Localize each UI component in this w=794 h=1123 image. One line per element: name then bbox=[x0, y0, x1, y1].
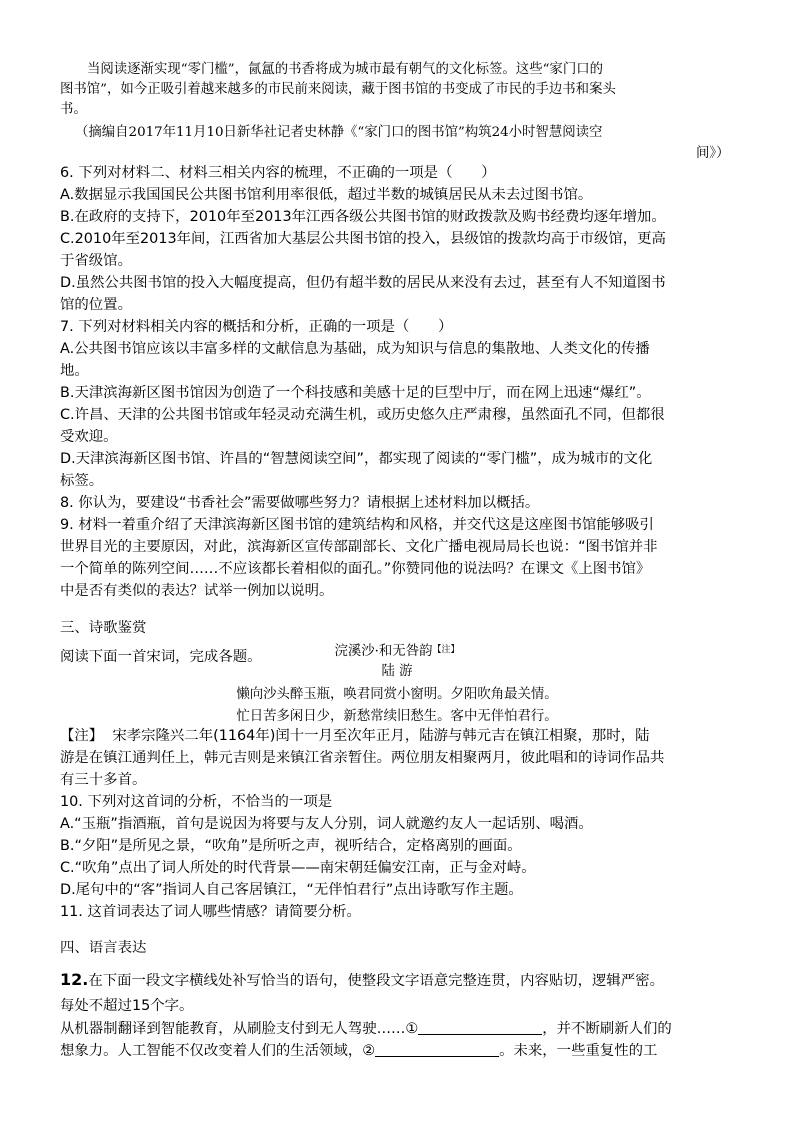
poem-note bbox=[60, 726, 649, 746]
question-number: 12. bbox=[60, 970, 89, 989]
option-a: 地。 bbox=[60, 363, 89, 379]
paragraph-text: 想象力。人工智能不仅改变着人们的生活领域，② bbox=[60, 1043, 376, 1059]
question-9-stem: 9. 材料一着重介绍了天津滨海新区图书馆的建筑结构和风格，并交代这是这座图书馆能够吸引 bbox=[60, 517, 654, 533]
option-d: 馆的位置。 bbox=[60, 297, 132, 313]
question-12-text: 在下面一段文字横线处补写恰当的语句，使整段文字语意完整连贯，内容贴切，逻辑严密。 bbox=[88, 973, 664, 989]
poem-note: 有三十多首。 bbox=[60, 772, 147, 788]
question-10-stem: 10. 下列对这首词的分析，不恰当的一项是 bbox=[60, 794, 333, 810]
question-6-stem: 6. 下列对材料二、材料三相关内容的梳理，不正确的一项是（ ） bbox=[60, 165, 496, 181]
question-9-stem: 世界目光的主要原因，对此，滨海新区宣传部副部长、文化广播电视局局长也说：“图书馆并非 bbox=[60, 539, 658, 555]
option-c: C.“吹角”点出了词人所处的时代背景——南宋朝廷偏安江南，正与金对峙。 bbox=[60, 860, 536, 876]
passage-line: 书。 bbox=[60, 102, 87, 117]
poem-line: 忙日苦多闲日少，新愁常续旧愁生。客中无伴怕君行。 bbox=[236, 709, 558, 724]
option-a: A.“玉瓶”指酒瓶，首句是说因为将要与友人分别，词人就邀约友人一起话别、喝酒。 bbox=[60, 816, 593, 832]
note-label: 【注】 bbox=[60, 728, 104, 744]
passage-line: 图书馆”，如今正吸引着越来越多的市民前来阅读，藏于图书馆的书变成了市民的手边书和案头 bbox=[60, 82, 616, 97]
option-c: 于省级馆。 bbox=[60, 253, 132, 269]
option-c: C.许昌、天津的公共图书馆或年轻灵动充满生机，或历史悠久庄严肃穆，虽然面孔不同，但都很 bbox=[60, 407, 665, 423]
paragraph-text: ，并不断刷新人们的 bbox=[542, 1021, 672, 1037]
poem-title bbox=[0, 640, 794, 662]
note-text: 宋孝宗隆兴二年(1164年)闰十一月至次年正月，陆游与韩元吉在镇江相聚，那时，陆 bbox=[112, 728, 650, 744]
option-a: A.数据显示我国国民公共图书馆利用率很低，超过半数的城镇居民从未去过图书馆。 bbox=[60, 187, 593, 203]
option-d: D.尾句中的“客”指词人自己客居镇江，“无伴怕君行”点出诗歌写作主题。 bbox=[60, 882, 523, 898]
poem-title-text: 浣溪沙·和无咎韵 bbox=[334, 644, 433, 659]
poem-title-note: 【注】 bbox=[432, 645, 460, 655]
option-d: 标签。 bbox=[60, 473, 104, 489]
question-8-stem: 8. 你认为，要建设“书香社会”需要做哪些努力？请根据上述材料加以概括。 bbox=[60, 495, 540, 511]
question-12-stem bbox=[60, 970, 664, 991]
question-12-limit: 每处不超过15个字。 bbox=[60, 998, 194, 1014]
question-9-stem: 中是否有类似的表达？试举一例加以说明。 bbox=[60, 583, 334, 599]
paragraph-text: 从机器制翻译到智能教育，从刷脸支付到无人驾驶……① bbox=[60, 1021, 419, 1037]
question-9-stem: 一个简单的陈列空间……不应该都长着相似的面孔。”你赞同他的说法吗？在课文《上图书馆》 bbox=[60, 561, 651, 577]
option-d: D.虽然公共图书馆的投入大幅度提高，但仍有超半数的居民从来没有去过，甚至有人不知道图书 bbox=[60, 275, 666, 291]
section-heading: 四、语言表达 bbox=[60, 940, 147, 956]
poem-note: 游是在镇江通判任上，韩元吉则是来镇江省亲暂住。两位朋友相聚两月，彼此唱和的诗词作品共 bbox=[60, 750, 665, 766]
passage-line: 当阅读逐渐实现“零门槛”，氤氲的书香将成为城市最有朝气的文化标签。这些“家门口的 bbox=[87, 62, 603, 77]
option-d: D.天津滨海新区图书馆、许昌的“智慧阅读空间”，都实现了阅读的“零门槛”，成为城市的文化 bbox=[60, 451, 653, 467]
option-b: B.天津滨海新区图书馆因为创造了一个科技感和美感十足的巨型中厅，而在网上迅速“爆红”。 bbox=[60, 385, 651, 401]
option-b: B.在政府的支持下，2010年至2013年江西各级公共图书馆的财政拨款及购书经费均逐年增加。 bbox=[60, 209, 666, 225]
question-12-paragraph bbox=[60, 1019, 672, 1039]
question-11-stem: 11. 这首词表达了词人哪些情感？请简要分析。 bbox=[60, 904, 361, 920]
passage-source: （摘编自2017年11月10日新华社记者史林静《“家门口的图书馆”构筑24小时智慧阅读空 bbox=[75, 125, 603, 140]
poem-line: 懒向沙头醉玉瓶，唤君同赏小窗明。夕阳吹角最关情。 bbox=[236, 687, 558, 702]
option-c: C.2010年至2013年间，江西省加大基层公共图书馆的投入，县级馆的拨款均高于市级馆，更高 bbox=[60, 231, 666, 247]
poem-author: 陆 游 bbox=[381, 664, 413, 679]
option-c: 受欢迎。 bbox=[60, 429, 118, 445]
passage-source: 间》） bbox=[696, 146, 730, 161]
section-intro: 阅读下面一首宋词，完成各题。 bbox=[60, 649, 262, 665]
section-heading: 三、诗歌鉴赏 bbox=[60, 620, 147, 636]
answer-blank-1[interactable] bbox=[418, 1020, 542, 1035]
option-b: B.“夕阳”是所见之景，“吹角”是所听之声，视听结合，定格离别的画面。 bbox=[60, 838, 522, 854]
question-12-paragraph bbox=[60, 1041, 657, 1061]
answer-blank-2[interactable] bbox=[375, 1042, 499, 1057]
paragraph-text: 。未来，一些重复性的工 bbox=[499, 1043, 658, 1059]
question-7-stem: 7. 下列对材料相关内容的概括和分析，正确的一项是（ ） bbox=[60, 319, 453, 335]
option-a: A.公共图书馆应该以丰富多样的文献信息为基础，成为知识与信息的集散地、人类文化的传播 bbox=[60, 341, 650, 357]
